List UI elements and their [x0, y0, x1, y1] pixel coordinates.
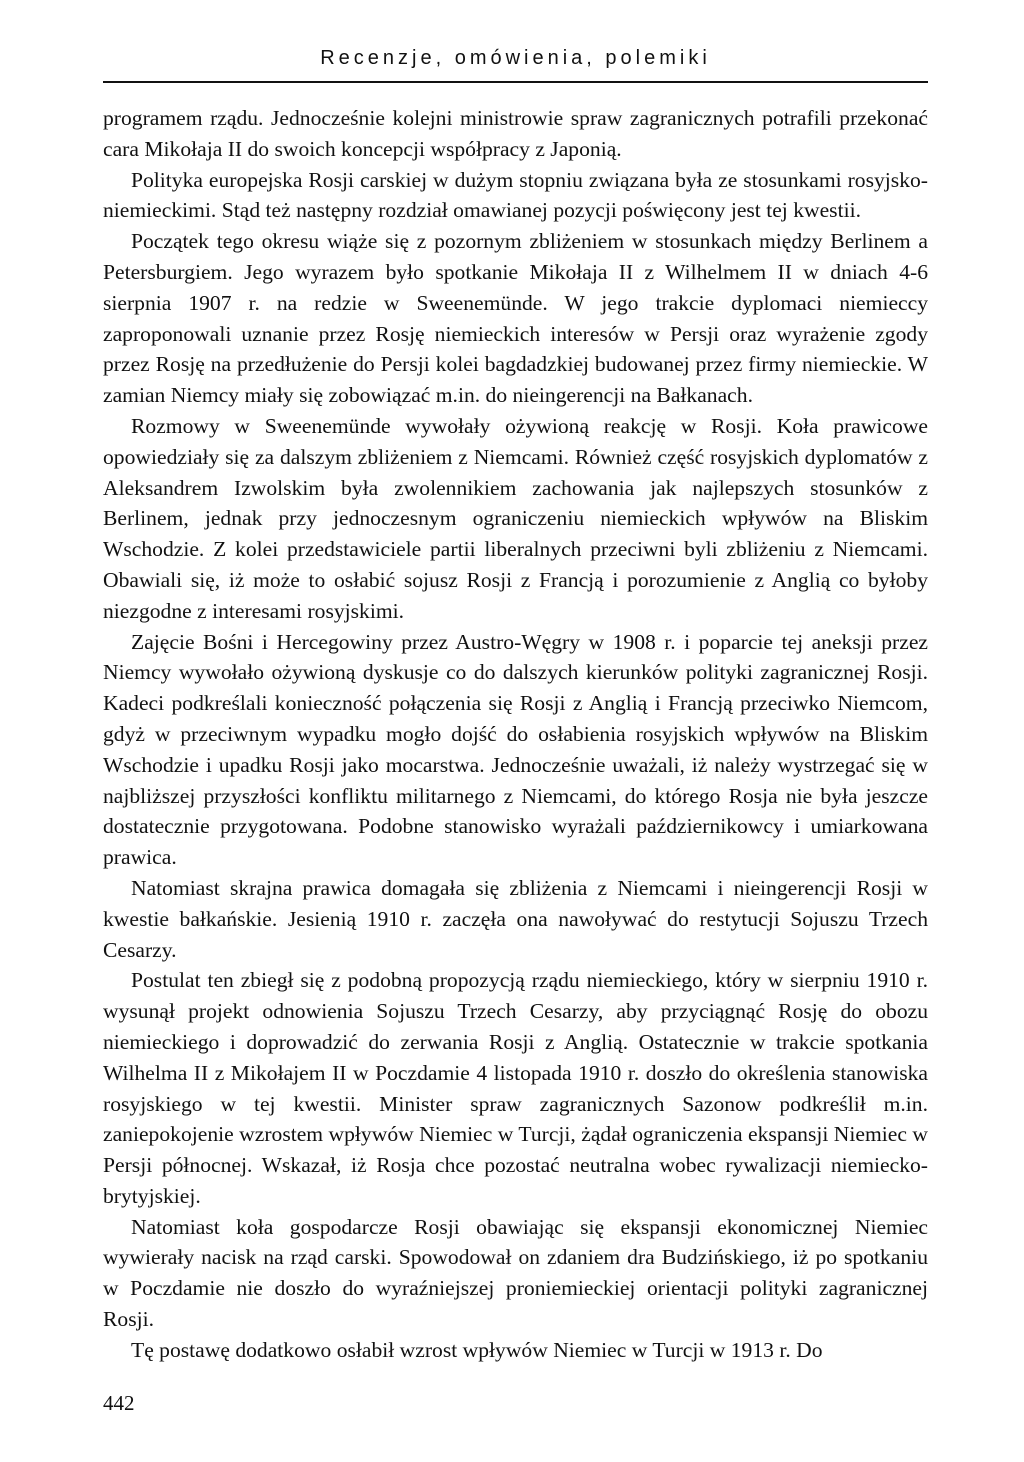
paragraph: Postulat ten zbiegł się z podobną propozycją rządu niemieckiego, który w sierpniu 1910 r. wysunął projekt odnowienia Sojuszu Trzech Cesarzy, aby przyciągnąć Rosję do obozu niemieckiego i doprowadzić do zerwania Rosji z Anglią. Ostatecznie w trakcie spotkania Wilhelma II z Mikołajem II w Poczdamie 4 listopada 1910 r. doszło do określenia stanowiska rosyjskiego w tej kwestii. Minister spraw zagranicznych Sazonow podkreślił m.in. zaniepokojenie wzrostem wpływów Niemiec w Turcji, żądał ograniczenia ekspansji Niemiec w Persji północnej. Wskazał, iż Rosja chce pozostać neutralna wobec rywalizacji niemiecko-brytyjskiej. [103, 968, 928, 1208]
running-head: Recenzje, omówienia, polemiki [320, 47, 711, 69]
paragraph: Zajęcie Bośni i Hercegowiny przez Austro-Węgry w 1908 r. i poparcie tej aneksji przez Niemcy wywołało ożywioną dyskusje co do dalszych kierunków polityki zagranicznej Rosji. Kadeci podkreślali konieczność połączenia się Rosji z Anglią i Francją przeciwko Niemcom, gdyż w przeciwnym wypadku mogło dojść do osłabienia rosyjskich wpływów na Bliskim Wschodzie i upadku Rosji jako mocarstwa. Jednocześnie uważali, iż należy wystrzegać się w najbliższej przyszłości konfliktu militarnego z Niemcami, do którego Rosja nie była jeszcze dostatecznie przygotowana. Podobne stanowisko wyrażali październikowcy i umiarkowana prawica. [103, 629, 928, 870]
paragraph: Polityka europejska Rosji carskiej w dużym stopniu związana była ze stosunkami rosyjsko-niemieckimi. Stąd też następny rozdział omawianej pozycji poświęcony jest tej kwestii. [103, 167, 928, 223]
header-rule [103, 81, 928, 83]
paragraph: Początek tego okresu wiąże się z pozornym zbliżeniem w stosunkach między Berlinem a Petersburgiem. Jego wyrazem było spotkanie Mikołaja II z Wilhelmem II w dniach 4-6 sierpnia 1907 r. na redzie w Sweenemünde. W jego trakcie dyplomaci niemieccy zaproponowali uznanie przez Rosję niemieckich interesów w Persji oraz wyrażenie zgody przez Rosję na przedłużenie do Persji kolei bagdadzkiej budowanej przez firmy niemieckie. W zamian Niemcy miały się zobowiązać m.in. do nieingerencji na Bałkanach. [103, 229, 928, 408]
page-number: 442 [103, 1391, 135, 1415]
paragraph: Natomiast skrajna prawica domagała się zbliżenia z Niemcami i nieingerencji Rosji w kwestie bałkańskie. Jesienią 1910 r. zaczęła ona nawoływać do restytucji Sojuszu Trzech Cesarzy. [103, 875, 928, 962]
body-text [103, 103, 928, 1366]
paragraph: Rozmowy w Sweenemünde wywołały ożywioną reakcję w Rosji. Koła prawicowe opowiedziały się za dalszym zbliżeniem z Niemcami. Również część rosyjskich dyplomatów z Aleksandrem Izwolskim była zwolennikiem zachowania jak najlepszych stosunków z Berlinem, jednak przy jednoczesnym ograniczeniu niemieckich wpływów na Bliskim Wschodzie. Z kolei przedstawiciele partii liberalnych przeciwni byli zbliżeniu z Niemcami. Obawiali się, iż może to osłabić sojusz Rosji z Francją i porozumienie z Anglią co byłoby niezgodne z interesami rosyjskimi. [103, 413, 928, 623]
paragraph: programem rządu. Jednocześnie kolejni ministrowie spraw zagranicznych potrafili przekonać cara Mikołaja II do swoich koncepcji współpracy z Japonią. [103, 106, 928, 161]
paragraph: Tę postawę dodatkowo osłabił wzrost wpływów Niemiec w Turcji w 1913 r. Do [131, 1337, 823, 1362]
paragraph: Natomiast koła gospodarcze Rosji obawiając się ekspansji ekonomicznej Niemiec wywierały nacisk na rząd carski. Spowodował on zdaniem dra Budzińskiego, iż po spotkaniu w Poczdamie nie doszło do wyraźniejszej proniemieckiej orientacji polityki zagranicznej Rosji. [103, 1214, 928, 1332]
